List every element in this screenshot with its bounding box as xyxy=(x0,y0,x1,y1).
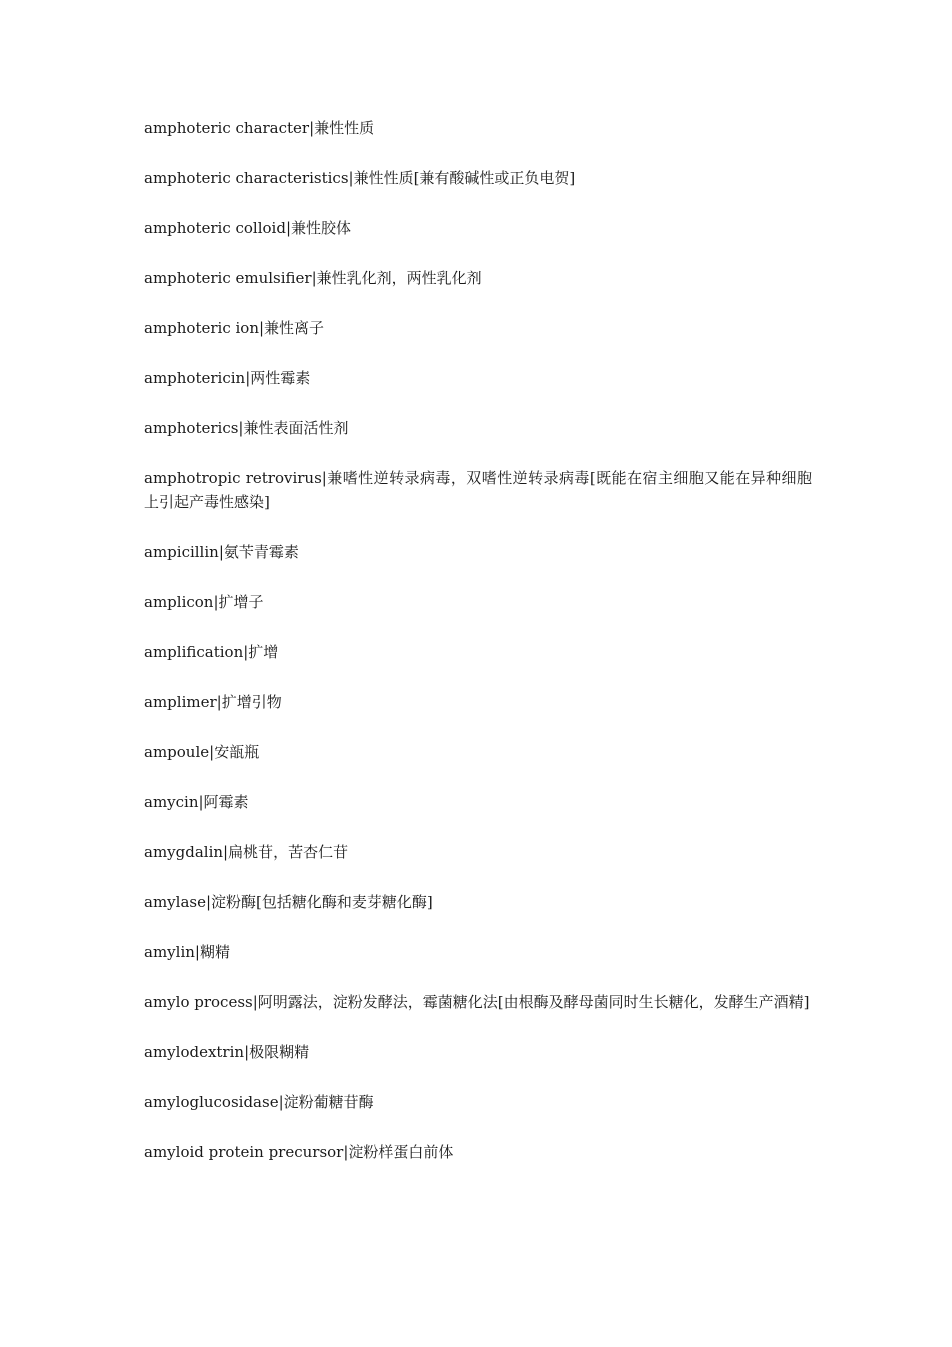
glossary-entry: amphotropic retrovirus|兼嗜性逆转录病毒，双嗜性逆转录病毒[既能在宿主细胞又能在异种细胞上引起产毒性感染] xyxy=(144,469,812,511)
glossary-entry: amylodextrin|极限糊精 xyxy=(144,1043,310,1061)
glossary-entry: amyloid protein precursor|淀粉样蛋白前体 xyxy=(144,1143,454,1161)
glossary-entry: amphoteric character|兼性性质 xyxy=(144,119,375,137)
glossary-entry: amplification|扩增 xyxy=(144,643,279,661)
glossary-entry: amylase|淀粉酶[包括糖化酶和麦芽糖化酶] xyxy=(144,893,433,911)
glossary-entry: amphoteric emulsifier|兼性乳化剂，两性乳化剂 xyxy=(144,269,482,287)
glossary-entry: amphoteric colloid|兼性胶体 xyxy=(144,219,352,237)
glossary-entry: amplicon|扩增子 xyxy=(144,593,264,611)
glossary-entry: amyloglucosidase|淀粉葡糖苷酶 xyxy=(144,1093,374,1111)
glossary-entry: amycin|阿霉素 xyxy=(144,793,249,811)
glossary-entry: amplimer|扩增引物 xyxy=(144,693,282,711)
glossary-entry-list xyxy=(144,116,812,1190)
glossary-entry: amphoterics|兼性表面活性剂 xyxy=(144,419,349,437)
glossary-entry: ampicillin|氨苄青霉素 xyxy=(144,543,299,561)
glossary-entry: amphoteric ion|兼性离子 xyxy=(144,319,325,337)
glossary-entry: amphotericin|两性霉素 xyxy=(144,369,311,387)
glossary-entry: ampoule|安瓿瓶 xyxy=(144,743,260,761)
glossary-entry: amylo process|阿明露法，淀粉发酵法，霉菌糖化法[由根酶及酵母菌同时生长糖化，发酵生产酒精] xyxy=(144,993,810,1011)
glossary-entry: amygdalin|扁桃苷，苦杏仁苷 xyxy=(144,843,349,861)
glossary-entry: amphoteric characteristics|兼性性质[兼有酸碱性或正负电贺] xyxy=(144,169,576,187)
glossary-entry: amylin|糊精 xyxy=(144,943,230,961)
